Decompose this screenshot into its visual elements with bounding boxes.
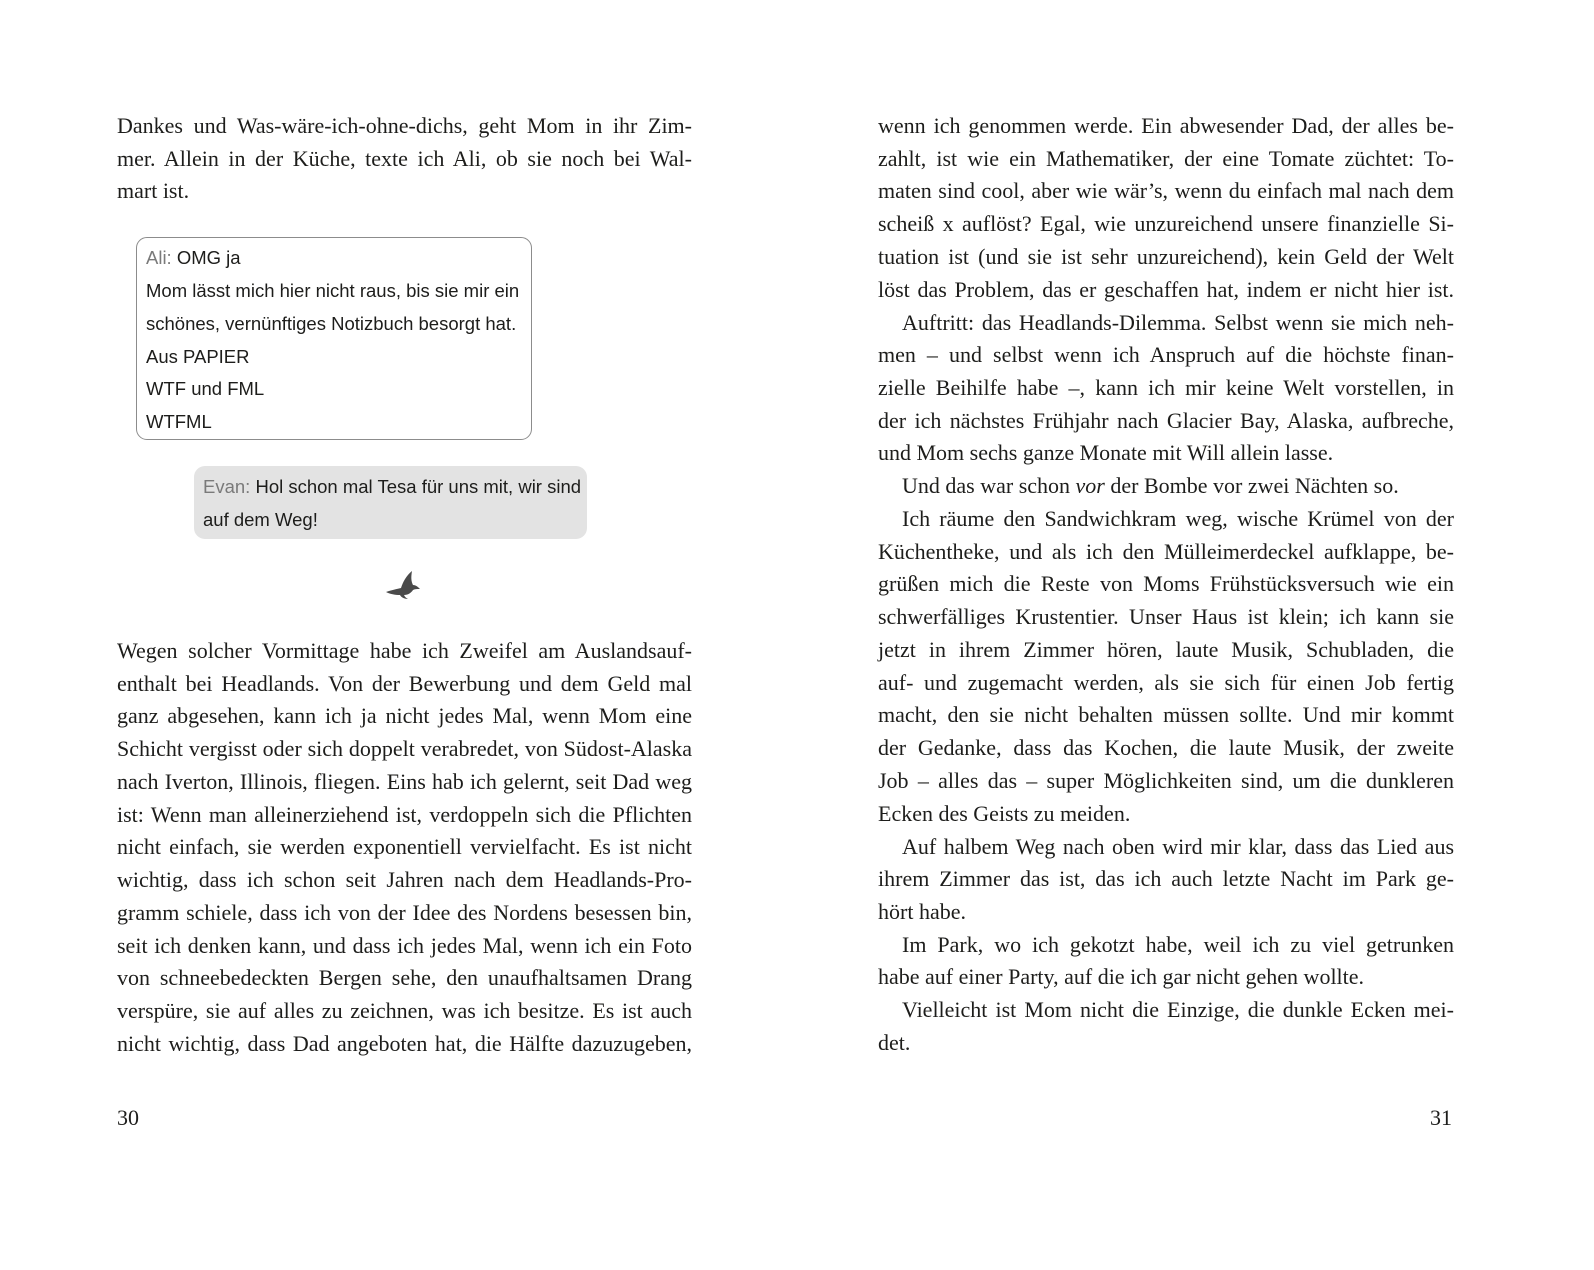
chat-message-line: Mom lässt mich hier nicht raus, bis sie mir ein xyxy=(146,280,520,301)
text-line: grüßen mich die Reste von Moms Frühstücksversuch wie ein xyxy=(878,571,1454,596)
text-line: Ich räume den Sandwichkram weg, wische Krümel von der xyxy=(902,506,1454,531)
emphasis-word: vor xyxy=(1075,473,1105,498)
chat-sender-evan: Evan: xyxy=(203,476,251,497)
raven-icon xyxy=(384,568,422,600)
text-line: Auf halbem Weg nach oben wird mir klar, dass das Lied aus xyxy=(902,834,1454,859)
chat-message-line: WTFML xyxy=(146,411,212,432)
text-line: wichtig, dass ich schon seit Jahren nach dem Headlands-Pro- xyxy=(117,867,692,892)
text-line: mer. Allein in der Küche, texte ich Ali, ob sie noch bei Wal- xyxy=(117,146,692,171)
page-number: 31 xyxy=(1430,1105,1452,1130)
text-line: macht, den sie nicht behalten müssen sollte. Und mir kommt xyxy=(878,702,1454,727)
text-fragment: Und das war schon xyxy=(902,473,1076,498)
text-line: gramm schiele, dass ich von der Idee des Nordens besessen bin, xyxy=(117,900,692,925)
text-line: Wegen solcher Vormittage habe ich Zweifel am Auslandsauf- xyxy=(117,638,692,663)
text-line xyxy=(878,469,1454,502)
text-line: nicht wichtig, dass Dad angeboten hat, die Hälfte dazuzugeben, xyxy=(117,1031,692,1056)
text-line: scheiß x auflöst? Egal, wie unzureichend unsere finanzielle Si- xyxy=(878,211,1454,236)
text-line: men – und selbst wenn ich Anspruch auf die höchste finan- xyxy=(878,342,1454,367)
right-page xyxy=(797,0,1594,1270)
text-line: auf- und zugemacht werden, als sie sich für einen Job fertig xyxy=(878,670,1454,695)
text-line: und Mom sechs ganze Monate mit Will allein lasse. xyxy=(878,440,1334,465)
chat-message-line xyxy=(146,241,241,274)
chat-message-line: auf dem Weg! xyxy=(203,509,318,530)
text-line: Job – alles das – super Möglichkeiten sind, um die dunkleren xyxy=(878,768,1454,793)
text-line: mart ist. xyxy=(117,178,190,203)
outgoing-message-bubble xyxy=(194,466,587,539)
text-line: Ecken des Geists zu meiden. xyxy=(878,801,1131,826)
page-number: 30 xyxy=(117,1105,139,1130)
text-line: von schneebedeckten Bergen sehe, den unaufhaltsamen Drang xyxy=(117,965,692,990)
text-line: der Gedanke, dass das Kochen, die laute Musik, der zweite xyxy=(878,735,1454,760)
text-line: habe auf einer Party, auf die ich gar nicht gehen wollte. xyxy=(878,964,1365,989)
text-line: det. xyxy=(878,1030,911,1055)
chat-message-line: schönes, vernünftiges Notizbuch besorgt hat. xyxy=(146,313,517,334)
text-line: verspüre, sie auf alles zu zeichnen, was ich besitze. Es ist auch xyxy=(117,998,692,1023)
incoming-message-bubble xyxy=(136,237,532,440)
text-line: nicht einfach, sie werden exponentiell vervielfacht. Es ist nicht xyxy=(117,834,692,859)
text-line: Dankes und Was-wäre-ich-ohne-dichs, geht Mom in ihr Zim- xyxy=(117,113,692,138)
text-line: ganz abgesehen, kann ich ja nicht jedes Mal, wenn Mom eine xyxy=(117,703,692,728)
chat-message-line xyxy=(203,470,581,503)
text-line: zielle Beihilfe habe –, kann ich mir keine Welt vorstellen, in xyxy=(878,375,1454,400)
text-line: schwerfälliges Krustentier. Unser Haus ist klein; ich kann sie xyxy=(878,604,1454,629)
chat-sender-ali: Ali: xyxy=(146,247,172,268)
chat-message-text: Hol schon mal Tesa für uns mit, wir sind xyxy=(255,476,582,497)
text-line: Im Park, wo ich gekotzt habe, weil ich zu viel getrunken xyxy=(902,932,1454,957)
text-line: löst das Problem, das er geschaffen hat, indem er nicht hier ist. xyxy=(878,277,1454,302)
text-line: Auftritt: das Headlands-Dilemma. Selbst wenn sie mich neh- xyxy=(902,310,1454,335)
text-line: jetzt in ihrem Zimmer hören, laute Musik, Schubladen, die xyxy=(878,637,1454,662)
text-line: Schicht vergisst oder sich doppelt verabredet, von Südost-Alaska xyxy=(117,736,692,761)
text-line: seit ich denken kann, und dass ich jedes Mal, wenn ich ein Foto xyxy=(117,933,692,958)
chat-message-line: Aus PAPIER xyxy=(146,346,250,367)
text-fragment: der Bombe vor zwei Nächten so. xyxy=(1104,473,1399,498)
text-line: hört habe. xyxy=(878,899,966,924)
text-line: Vielleicht ist Mom nicht die Einzige, die dunkle Ecken mei- xyxy=(902,997,1454,1022)
text-line: zahlt, ist wie ein Mathematiker, der eine Tomate züchtet: To- xyxy=(878,146,1454,171)
text-line: ihrem Zimmer das ist, das ich auch letzte Nacht im Park ge- xyxy=(878,866,1454,891)
chat-message-text: OMG ja xyxy=(176,247,241,268)
text-line: ist: Wenn man alleinerziehend ist, verdoppeln sich die Pflichten xyxy=(117,802,692,827)
text-line: nach Iverton, Illinois, fliegen. Eins hab ich gelernt, seit Dad weg xyxy=(117,769,692,794)
text-line: enthalt bei Headlands. Von der Bewerbung und dem Geld mal xyxy=(117,671,692,696)
chat-message-line: WTF und FML xyxy=(146,378,265,399)
text-line: tuation ist (und sie ist sehr unzureichend), kein Geld der Welt xyxy=(878,244,1454,269)
text-line: maten sind cool, aber wie wär’s, wenn du einfach mal nach dem xyxy=(878,178,1454,203)
text-line: wenn ich genommen werde. Ein abwesender Dad, der alles be- xyxy=(878,113,1454,138)
text-line: Küchentheke, und als ich den Mülleimerdeckel aufklappe, be- xyxy=(878,539,1454,564)
text-line: der ich nächstes Frühjahr nach Glacier Bay, Alaska, aufbreche, xyxy=(878,408,1454,433)
